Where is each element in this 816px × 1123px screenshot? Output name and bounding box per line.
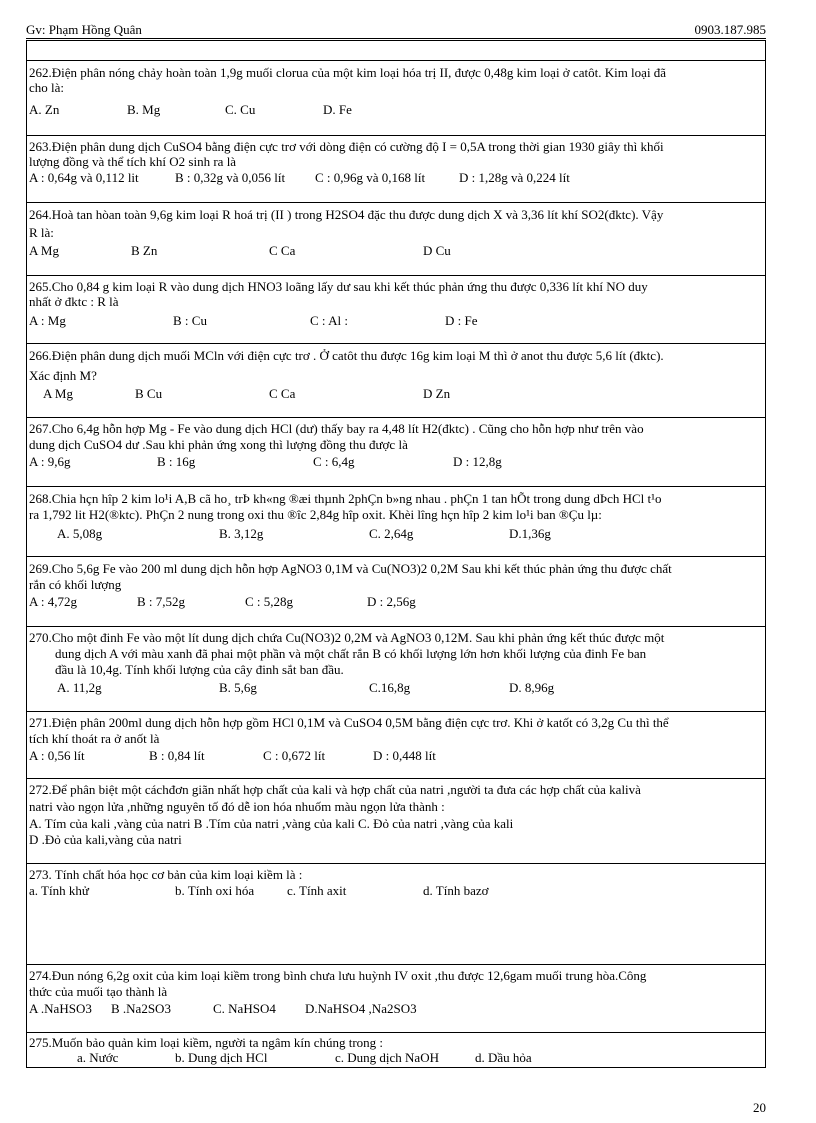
question-text: 275.Muốn bảo quản kim loại kiềm, người ta ngâm kín chúng trong :: [29, 1035, 384, 1050]
option-b: B : 0,84 lít: [149, 748, 205, 763]
question-text: 269.Cho 5,6g Fe vào 200 ml dung dịch hỗn hợp AgNO3 0,1M và Cu(NO3)2 0,2M Sau khi kết thúc phản ứng thu được chất: [29, 561, 672, 576]
question-text: thức của muối tạo thành là: [29, 984, 168, 999]
option-a: A : Mg: [29, 313, 66, 328]
question-262: [26, 60, 766, 135]
option-c: C. NaHSO4: [213, 1001, 276, 1016]
option-c: C : 6,4g: [313, 454, 355, 469]
question-text: cho là:: [29, 80, 65, 95]
option-c: C Ca: [269, 386, 296, 401]
question-text: 270.Cho một đinh Fe vào một lít dung dịch chứa Cu(NO3)2 0,2M và AgNO3 0,12M. Sau khi phản ứng kết thúc được một: [29, 630, 665, 645]
question-263: [26, 135, 766, 202]
option-d: D : Fe: [445, 313, 478, 328]
page-header: [26, 22, 766, 39]
page-number: 20: [753, 1100, 766, 1115]
option-b: B : 0,32g và 0,056 lít: [175, 170, 286, 185]
option-c: C : 0,96g và 0,168 lít: [315, 170, 426, 185]
question-275: [26, 1032, 766, 1068]
question-text: 268.Chia hçn hîp 2 kim lo¹i A,B cã ho¸ trÞ kh«ng ®æi thµnh 2phÇn b»ng nhau . phÇn 1 tan hÕt trong dung dÞch HCl t¹o: [29, 491, 662, 506]
option-d: d. Tính bazơ: [423, 883, 489, 898]
option-b: B : 16g: [157, 454, 196, 469]
option-c: c. Dung dịch NaOH: [335, 1050, 439, 1065]
question-266: [26, 343, 766, 417]
phone-number: 0903.187.985: [694, 22, 766, 37]
question-text: 262.Điện phân nóng chảy hoàn toàn 1,9g muối clorua của một kim loại hóa trị II, được 0,48g kim loại ở catôt. Kim loại đã: [29, 65, 667, 80]
question-text: lượng đồng và thể tích khí O2 sinh ra là: [29, 154, 237, 169]
question-text: 272.Để phân biệt một cáchđơn giãn nhất hợp chất của kali và hợp chất của natri ,người ta đưa các hợp chất của kalivà: [29, 782, 641, 797]
option-a: A : 9,6g: [29, 454, 71, 469]
question-text: rắn có khối lượng: [29, 577, 122, 592]
question-text: 264.Hoà tan hòan toàn 9,6g kim loại R hoá trị (II ) trong H2SO4 đặc thu được dung dịch X và 3,36 lít khí SO2(đktc). Vậy: [29, 207, 664, 222]
question-text: dung dịch A với màu xanh đã phai một phần và một chất rắn B có khối lượng lớn hơn khối lượng của đinh Fe ban: [55, 646, 647, 661]
option-c: C Ca: [269, 243, 296, 258]
option-d: D : 1,28g và 0,224 lít: [459, 170, 570, 185]
option-a: A. Zn: [29, 102, 60, 117]
option-d: D : 2,56g: [367, 594, 416, 609]
question-text: đầu là 10,4g. Tính khối lượng của cây đinh sắt ban đầu.: [55, 662, 344, 677]
question-options-line: A. Tím của kali ,vàng của natri B .Tím của natri ,vàng của kali C. Đỏ của natri ,vàng của kali: [29, 816, 514, 831]
question-text: ra 1,792 lit H2(®ktc). PhÇn 2 nung trong oxi thu ®îc 2,84g hîp oxit. Khèi lîng hçn hîp 2 kim lo¹i ban ®Çu lµ:: [29, 507, 602, 522]
question-text: dung dịch CuSO4 dư .Sau khi phản ứng xong thì lượng đồng thu được là: [29, 437, 408, 452]
option-a: A : 0,64g và 0,112 lit: [29, 170, 139, 185]
option-b: b. Dung dịch HCl: [175, 1050, 268, 1065]
option-d: D : 12,8g: [453, 454, 502, 469]
option-b: B : 7,52g: [137, 594, 186, 609]
option-a: a. Nước: [77, 1050, 119, 1065]
option-b: B. 3,12g: [219, 526, 264, 541]
option-d: D Cu: [423, 243, 451, 258]
question-text: R là:: [29, 225, 54, 240]
question-270: [26, 626, 766, 711]
option-d: D.NaHSO4 ,Na2SO3: [305, 1001, 417, 1016]
option-b: b. Tính oxi hóa: [175, 883, 255, 898]
option-a: A Mg: [43, 386, 73, 401]
question-text: 271.Điện phân 200ml dung dịch hỗn hợp gồm HCl 0,1M và CuSO4 0,5M bằng điện cực trơ. Khi ở katốt có 3,2g Cu thì thể: [29, 715, 669, 730]
option-a: A : 0,56 lít: [29, 748, 85, 763]
question-265: [26, 275, 766, 343]
question-text: nhất ở đktc : R là: [29, 294, 119, 309]
option-a: A. 5,08g: [57, 526, 103, 541]
question-options-line: D .Đỏ của kali,vàng của natri: [29, 832, 182, 847]
option-b: B. Mg: [127, 102, 161, 117]
option-a: A .NaHSO3: [29, 1001, 92, 1016]
question-272: [26, 778, 766, 863]
option-d: D Zn: [423, 386, 451, 401]
question-269: [26, 556, 766, 626]
teacher-name: Gv: Phạm Hồng Quân: [26, 22, 142, 37]
option-b: B .Na2SO3: [111, 1001, 171, 1016]
option-c: C. Cu: [225, 102, 256, 117]
question-268: [26, 486, 766, 556]
option-a: A. 11,2g: [57, 680, 102, 695]
option-b: B. 5,6g: [219, 680, 257, 695]
option-c: C : 0,672 lít: [263, 748, 326, 763]
question-271: [26, 711, 766, 778]
question-text: Xác định M?: [29, 368, 97, 383]
question-267: [26, 417, 766, 486]
option-d: D. Fe: [323, 102, 352, 117]
blank-row: [26, 40, 766, 60]
option-c: C.16,8g: [369, 680, 411, 695]
question-264: [26, 202, 766, 275]
question-text: 273. Tính chất hóa học cơ bản của kim loại kiềm là :: [29, 867, 303, 882]
option-a: a. Tính khử: [29, 883, 89, 898]
option-b: B Zn: [131, 243, 158, 258]
question-text: tích khí thoát ra ở anốt là: [29, 731, 160, 746]
option-c: C. 2,64g: [369, 526, 414, 541]
question-text: 265.Cho 0,84 g kim loại R vào dung dịch HNO3 loãng lấy dư sau khi kết thúc phản ứng thu được 0,336 lít khí NO duy: [29, 279, 648, 294]
option-b: B : Cu: [173, 313, 207, 328]
question-text: 274.Đun nóng 6,2g oxit của kim loại kiềm trong bình chưa lưu huỳnh IV oxit ,thu được 12,6gam muối trung hòa.Công: [29, 968, 647, 983]
option-d: d. Dầu hỏa: [475, 1050, 532, 1065]
question-text: 266.Điện phân dung dịch muối MCln với điện cực trơ . Ở catôt thu được 16g kim loại M thì ở anot thu được 5,6 lít (đktc).: [29, 348, 664, 363]
question-274: [26, 964, 766, 1032]
option-a: A : 4,72g: [29, 594, 78, 609]
question-text: 267.Cho 6,4g hỗn hợp Mg - Fe vào dung dịch HCl (dư) thấy bay ra 4,48 lít H2(đktc) . Cũng cho hỗn hợp như trên vào: [29, 421, 644, 436]
option-b: B Cu: [135, 386, 163, 401]
question-text: natri vào ngọn lửa ,những nguyên tố đó dễ ion hóa nhuốm màu ngọn lửa thành :: [29, 799, 445, 814]
option-c: c. Tính axit: [287, 883, 347, 898]
question-text: 263.Điện phân dung dịch CuSO4 bằng điện cực trơ với dòng điện có cường độ I = 0,5A trong thời gian 1930 giây thì khối: [29, 139, 664, 154]
option-d: D. 8,96g: [509, 680, 555, 695]
option-d: D : 0,448 lít: [373, 748, 436, 763]
option-c: C : 5,28g: [245, 594, 294, 609]
option-a: A Mg: [29, 243, 59, 258]
option-c: C : Al :: [310, 313, 348, 328]
option-d: D.1,36g: [509, 526, 551, 541]
question-273: [26, 863, 766, 964]
